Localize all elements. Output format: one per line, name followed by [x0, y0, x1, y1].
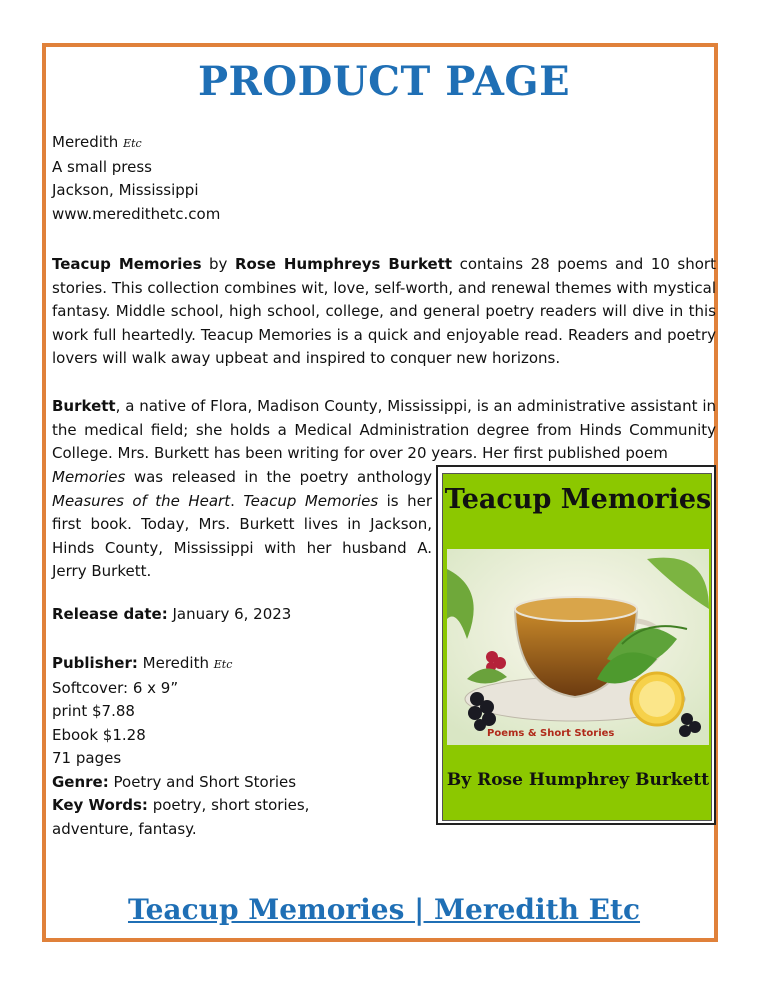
genre-label: Genre: [52, 772, 109, 791]
genre-value: Poetry and Short Stories [113, 772, 297, 791]
release-date-value: January 6, 2023 [172, 605, 292, 623]
description-book-title: Teacup Memories [52, 255, 202, 273]
ebook-price: Ebook $1.28 [52, 725, 146, 744]
publisher-value: Meredith [142, 654, 209, 672]
publisher-line [52, 652, 352, 677]
publisher-address-block [52, 131, 220, 226]
book-description [52, 253, 716, 371]
bio-text-4: is her first book. Today, Mrs. Burkett lives in Jackson, Hinds County, Mississippi with her husband A. Jerry Burkett. [52, 491, 432, 580]
cover-teacup-image [447, 549, 709, 745]
publisher-website: www.meredithetc.com [52, 204, 221, 223]
softcover-size: Softcover: 6 x 9” [52, 678, 179, 697]
book-cover [442, 473, 712, 821]
description-by: by [209, 255, 228, 273]
genre-line [52, 771, 352, 795]
cover-subtitle: Poems & Short Stories [487, 728, 615, 739]
bio-text-1: , a native of Flora, Madison County, Mississippi, is an administrative assistant in the medical field; she holds a Medical Administration degree from Hinds Community College. Mrs. Burkett has been writing for over 20 years. Her first published poem [52, 397, 716, 462]
publisher-name-line [52, 131, 220, 156]
publisher-name: Meredith [52, 133, 119, 151]
teacup-illustration [447, 549, 709, 745]
cover-title: Teacup Memories [444, 484, 712, 515]
publisher-tagline: A small press [52, 157, 152, 176]
bio-poem-title: Memories [52, 468, 126, 486]
book-details [52, 652, 352, 841]
publisher-label: Publisher: [52, 654, 138, 672]
publisher-location: Jackson, Mississippi [52, 181, 199, 199]
description-author: Rose Humphreys Burkett [234, 255, 453, 273]
description-text: contains 28 poems and 10 short stories. This collection combines wit, love, self-worth, and renewal themes with mystical fantasy. Middle school, high school, college, and general poetry readers will dive in this work full heartedly. Teacup Memories is a quick and enjoyable read. Readers and poetry lovers will walk away upbeat and inspired to conquer new horizons. [52, 255, 716, 367]
cover-author: By Rose Humphrey Burkett [446, 770, 710, 790]
keywords-label: Key Words: [52, 796, 148, 814]
author-bio-continued [52, 466, 432, 584]
release-date-label: Release date: [52, 605, 168, 623]
bio-anthology-title: Measures of the Heart [52, 491, 231, 510]
print-price: print $7.88 [52, 702, 135, 720]
bio-text-2: was released in the poetry anthology [125, 468, 432, 486]
keywords-line [52, 794, 352, 841]
bio-text-3: . [230, 491, 244, 510]
bio-book-title: Teacup Memories [243, 491, 379, 510]
publisher-value-suffix: Etc [213, 658, 233, 671]
release-date [52, 603, 352, 627]
keywords-value: poetry, short stories, adventure, fantasy. [52, 796, 310, 838]
page-title: PRODUCT PAGE [197, 58, 571, 105]
footer-link[interactable]: Teacup Memories | Meredith Etc [127, 893, 641, 926]
bio-name: Burkett [52, 397, 116, 415]
publisher-name-suffix: Etc [123, 137, 142, 150]
page-count: 71 pages [52, 749, 122, 767]
author-bio-intro [52, 395, 716, 466]
